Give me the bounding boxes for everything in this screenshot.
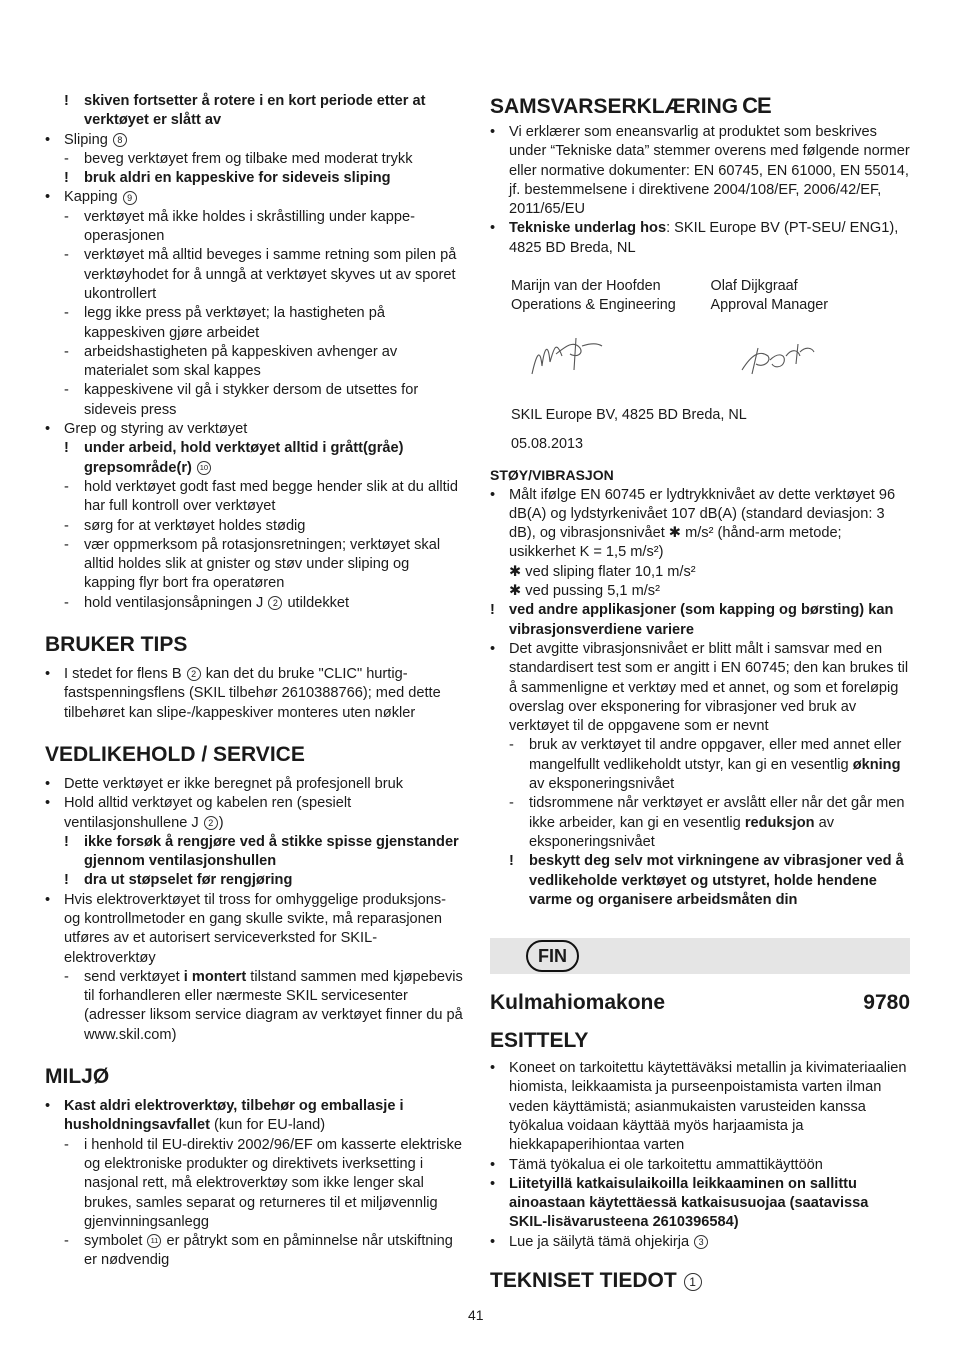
list-text — [509, 563, 910, 582]
samsvar-heading — [490, 94, 910, 119]
item-text: send verktøyet — [84, 968, 180, 985]
item-text-after: utildekket — [287, 594, 350, 611]
list-text — [84, 304, 463, 343]
list-marker — [490, 563, 509, 582]
list-item — [45, 478, 463, 517]
item-text: Målt ifølge EN 60745 er lydtrykknivået av dette verktøyet 96 dB(A) og lydstyrkenivået 107 dB(A) (standard deviasjon: 3 dB), og vibrasjonsnivået ✱ m/s² (hånd-arm metode; usikkerhet K = 1,5 m/s²) — [509, 486, 896, 561]
product-row — [490, 990, 910, 1016]
item-text-after: (kun for EU-land) — [214, 1117, 326, 1134]
list-text — [509, 1156, 910, 1175]
list-marker: - — [64, 1233, 69, 1250]
list-marker: - — [64, 382, 69, 399]
noise-heading: STØY/VIBRASJON — [490, 467, 614, 484]
list-text — [509, 1059, 910, 1155]
list-marker: - — [64, 1136, 69, 1153]
list-text — [64, 794, 463, 833]
list-item — [45, 665, 463, 723]
list-text — [84, 594, 463, 613]
vedlikehold-list — [45, 775, 463, 1045]
list-marker: • — [45, 891, 51, 908]
miljo-heading: MILJØ — [45, 1065, 110, 1089]
list-marker: - — [64, 536, 69, 553]
item-text-after: tilstand sammen med kjøpebevis til forhandleren eller nærmeste SKIL servicesenter (adresser liksom service diagram av verktøyet finner du på www.skil.com) — [84, 968, 463, 1043]
item-emphasis: reduksjon — [744, 814, 815, 831]
item-text: Hold alltid verktøyet og kabelen ren (spesielt ventilasjonshullene J — [64, 795, 352, 831]
list-marker: • — [490, 1156, 496, 1173]
list-marker: - — [64, 247, 69, 264]
list-marker: • — [490, 1233, 496, 1250]
list-item — [45, 420, 463, 439]
item-text: i henhold til EU-direktiv 2002/96/EF om kasserte elektriske og elektroniske produkter og direktivets iverksetting i nasjonal rett, må elektroverktøy som ikke lenger skal brukes, samles separat og returneres til et miljøvennlig gjenvinningsanlegg — [84, 1136, 462, 1230]
list-marker: • — [490, 1175, 496, 1192]
item-text: ✱ ved sliping flater 10,1 m/s² — [509, 563, 696, 580]
ref-number-icon: 10 — [197, 461, 211, 475]
list-item — [490, 1175, 910, 1233]
signer-1-role: Operations & Engineering — [511, 297, 676, 314]
list-marker: - — [509, 737, 514, 754]
list-item — [490, 1059, 910, 1155]
item-text: symbolet — [84, 1233, 143, 1250]
item-text: Liitetyillä katkaisulaikoilla leikkaaminen on sallittu ainoastaan käytettäessä katkaisusuojaa (saatavissa SKIL-lisävarusteena 2610396584) — [509, 1175, 869, 1231]
list-text — [84, 517, 463, 536]
list-text — [84, 833, 463, 872]
list-text — [84, 439, 463, 478]
list-item — [490, 1156, 910, 1175]
list-item — [45, 871, 463, 890]
list-marker: - — [64, 150, 69, 167]
list-text — [529, 794, 910, 852]
language-band — [490, 938, 910, 974]
list-item — [45, 517, 463, 536]
item-text: beveg verktøyet frem og tilbake med moderat trykk — [84, 150, 413, 167]
list-item — [490, 852, 910, 910]
list-text — [84, 208, 463, 247]
list-marker: • — [490, 486, 496, 503]
list-marker: - — [64, 517, 69, 534]
list-item — [490, 736, 910, 794]
list-marker: • — [45, 131, 51, 148]
list-marker: • — [45, 795, 51, 812]
item-text: Lue ja säilytä tämä ohjekirja — [509, 1233, 690, 1250]
left-column — [45, 92, 463, 1271]
list-text — [509, 219, 910, 258]
list-item — [490, 219, 910, 258]
item-text: hold verktøyet godt fast med begge hender slik at du alltid har full kontroll over verktøyet — [84, 478, 458, 515]
list-item — [45, 891, 463, 968]
list-item — [45, 208, 463, 247]
list-text — [84, 343, 463, 382]
signer-2 — [711, 277, 911, 316]
company-line: SKIL Europe BV, 4825 BD Breda, NL — [511, 406, 747, 423]
list-item — [45, 833, 463, 872]
list-marker — [490, 582, 509, 601]
list-marker: ! — [64, 93, 69, 109]
esittely-list — [490, 1059, 910, 1252]
item-text: Koneet on tarkoitettu käytettäväksi metallin ja kivimateriaalien hiomista, leikkaamista ja purseenpoistamista varten ilman veden käyttämistä; asianmukaisten varusteiden kanssa työkalua voidaan käyttää myös harjaamista ja hiekkapaperihiontaa varten — [509, 1060, 907, 1154]
item-text: arbeidshastigheten på kappeskiven avhenger av materialet som skal kappes — [84, 343, 398, 380]
list-text — [84, 1136, 463, 1232]
list-item — [45, 1136, 463, 1232]
item-text-after: kan det du bruke "CLIC" hurtig-fastspenningsflens (SKIL tilbehør 2610388766); med dette tilbehøret kan slipe-/kappeskiver monteres uten nøkler — [64, 666, 441, 721]
item-text: Det avgitte vibrasjonsnivået er blitt målt i samsvar med en standardisert test som er angitt i EN 60745; den kan brukes til å sammenligne et verktøy med et annet, og som et foreløpig overslag over eksponering for vibrasjoner ved bruk av verktøyet til de oppgavene som er nevnt — [509, 640, 909, 735]
list-item — [45, 439, 463, 478]
item-text: Grep og styring av verktøyet — [64, 421, 248, 438]
item-text: I stedet for flens B — [64, 666, 182, 683]
list-item — [490, 563, 910, 582]
signatories — [490, 277, 910, 316]
list-item — [45, 343, 463, 382]
bruker-tips-heading: BRUKER TIPS — [45, 633, 188, 657]
list-item — [45, 92, 463, 131]
list-item — [45, 1232, 463, 1271]
ref-number-icon: 1 — [684, 1273, 702, 1291]
signer-2-name: Olaf Dijkgraaf — [710, 278, 798, 295]
list-item — [490, 123, 910, 219]
list-text — [64, 131, 463, 150]
item-text: kappeskivene vil gå i stykker dersom de utsettes for sideveis press — [84, 382, 419, 418]
list-item — [490, 794, 910, 852]
signature-1-icon — [526, 326, 606, 386]
bruker-tips-list — [45, 665, 463, 723]
list-item — [45, 1097, 463, 1136]
list-marker: • — [45, 666, 51, 683]
list-marker: • — [45, 189, 51, 206]
list-text — [84, 536, 463, 594]
list-text — [64, 420, 463, 439]
item-emphasis: økning — [852, 756, 901, 773]
list-text — [529, 736, 910, 794]
list-marker: ! — [64, 833, 69, 850]
list-text — [509, 601, 910, 640]
list-marker: • — [490, 640, 496, 657]
list-marker: • — [490, 1060, 496, 1077]
list-marker: - — [64, 343, 69, 360]
list-text — [84, 968, 463, 1045]
list-item — [45, 304, 463, 343]
list-text — [529, 852, 910, 910]
item-text: tidsrommene når verktøyet er avslått eller når det går men ikke arbeider, kan gi en vesentlig — [529, 795, 905, 831]
item-text: Dette verktøyet er ikke beregnet på profesjonell bruk — [64, 775, 404, 792]
list-marker: ! — [64, 170, 69, 187]
list-marker: - — [64, 594, 69, 611]
list-text — [64, 1097, 463, 1136]
fin-badge: FIN — [526, 940, 579, 972]
list-text — [509, 582, 910, 601]
list-marker: - — [64, 478, 69, 495]
item-text: skiven fortsetter å rotere i en kort periode etter at verktøyet er slått av — [84, 93, 426, 129]
ref-number-icon: 8 — [113, 133, 127, 147]
item-text: bruk aldri en kappeskive for sideveis sliping — [84, 170, 391, 187]
item-text-after: er påtrykt som en påminnelse når utskiftning er nødvendig — [84, 1233, 453, 1269]
list-marker: ! — [509, 853, 514, 870]
ref-number-icon: 2 — [187, 667, 201, 681]
item-text: under arbeid, hold verktøyet alltid i grått(gråe) grepsområde(r) — [84, 440, 404, 476]
list-text — [64, 665, 463, 723]
list-item — [45, 188, 463, 207]
list-item — [45, 775, 463, 794]
list-text — [64, 775, 463, 794]
item-text: Hvis elektroverktøyet til tross for omhyggelige produksjons- og kontrollmetoder en gang skulle svikte, må reparasjonen utføres av et autorisert serviceverksted for SKIL-elektroverktøy — [64, 891, 447, 966]
list-text — [509, 1233, 910, 1252]
list-item — [45, 536, 463, 594]
list-item — [45, 131, 463, 150]
item-text: ved andre applikasjoner (som kapping og børsting) kan vibrasjonsverdiene variere — [509, 602, 894, 638]
item-text: vær oppmerksom på rotasjonsretningen; verktøyet skal alltid holdes slik at gnister og støv under sliping og kapping flyr bort fra operatøren — [84, 536, 441, 592]
list-marker: • — [490, 220, 496, 237]
signatures — [490, 326, 910, 406]
item-text: sørg for at verktøyet holdes stødig — [84, 517, 306, 534]
model-number: 9780 — [863, 991, 910, 1015]
item-text: bruk av verktøyet til andre oppgaver, eller med annet eller mangelfullt vedlikeholdt utstyr, kan gi en vesentlig — [529, 737, 902, 773]
list-marker: • — [45, 775, 51, 792]
declaration-date: 05.08.2013 — [511, 435, 584, 452]
list-marker: - — [64, 968, 69, 985]
list-item — [490, 640, 910, 736]
item-text: Tekniske underlag hos — [509, 220, 667, 237]
list-marker: - — [509, 795, 514, 812]
list-marker: - — [64, 208, 69, 225]
item-text: hold ventilasjonsåpningen J — [84, 594, 264, 611]
page-number: 41 — [468, 1307, 484, 1323]
item-text: Vi erklærer som eneansvarlig at produktet som beskrives under “Tekniske data” stemmer overens med følgende normer eller normative dokumenter: EN 60745, EN 61000, EN 55014, jf. bestemmelsene i direktivene 2004/108/EF, 2006/42/EF, 2011/65/EU — [509, 124, 910, 218]
item-text-after: : SKIL Europe BV (PT-SEU/ ENG1), 4825 BD Breda, NL — [509, 220, 899, 256]
signature-2-icon — [738, 334, 818, 384]
list-text — [84, 92, 463, 131]
signer-2-role: Approval Manager — [710, 297, 829, 314]
ce-mark-icon: CE — [742, 93, 771, 118]
item-text-after: av eksponeringsnivået — [529, 814, 835, 850]
list-marker: ! — [490, 602, 495, 619]
item-emphasis: i montert — [183, 968, 247, 985]
tekniset-title: TEKNISET TIEDOT — [490, 1269, 677, 1293]
item-text: legg ikke press på verktøyet; la hastigheten på kappeskiven gjøre arbeidet — [84, 305, 385, 341]
item-text: Kast aldri elektroverktøy, tilbehør og emballasje i husholdningsavfallet — [64, 1098, 404, 1134]
tekniset-heading — [490, 1269, 910, 1293]
list-marker: - — [64, 305, 69, 322]
list-item — [490, 601, 910, 640]
list-item — [45, 794, 463, 833]
list-text — [509, 1175, 910, 1233]
item-text: dra ut støpselet før rengjøring — [84, 872, 293, 889]
list-text — [84, 169, 463, 188]
item-text: Tämä työkalua ei ole tarkoitettu ammattikäyttöön — [509, 1156, 823, 1173]
item-text: verktøyet må ikke holdes i skråstilling under kappe-operasjonen — [84, 208, 415, 245]
miljo-list — [45, 1097, 463, 1271]
product-name: Kulmahiomakone — [490, 991, 666, 1015]
item-text: verktøyet må alltid beveges i samme retning som pilen på verktøyhodet for å unngå at verktøyet skyves ut av sporet ukontrollert — [84, 247, 457, 302]
item-text-after: ) — [218, 814, 224, 831]
ref-number-icon: 3 — [694, 1235, 708, 1249]
esittely-heading: ESITTELY — [490, 1029, 589, 1053]
list-item — [45, 968, 463, 1045]
list-text — [84, 478, 463, 517]
right-column — [490, 92, 910, 1293]
list-item — [45, 594, 463, 613]
list-text — [84, 246, 463, 304]
noise-list — [490, 486, 910, 911]
list-marker: ! — [64, 440, 69, 457]
ref-number-icon: 9 — [123, 191, 137, 205]
ref-number-icon: 2 — [204, 816, 218, 830]
list-text — [84, 1232, 463, 1271]
list-marker: • — [490, 124, 496, 140]
list-item — [45, 169, 463, 188]
vedlikehold-heading: VEDLIKEHOLD / SERVICE — [45, 742, 305, 766]
signer-1-name: Marijn van der Hoofden — [511, 278, 661, 295]
list-text — [509, 123, 910, 219]
samsvar-list — [490, 123, 910, 258]
item-text: Kapping — [64, 189, 118, 206]
list-item — [45, 246, 463, 304]
list-text — [84, 381, 463, 420]
top-list — [45, 92, 463, 613]
item-text: Sliping — [64, 131, 108, 148]
samsvar-title: SAMSVARSERKLÆRING — [490, 95, 739, 118]
item-text-after: av eksponeringsnivået — [529, 776, 675, 793]
list-item — [490, 486, 910, 563]
list-text — [64, 891, 463, 968]
list-text — [84, 871, 463, 890]
ref-number-icon: 2 — [268, 596, 282, 610]
item-text: ikke forsøk å rengjøre ved å stikke spisse gjenstander gjennom ventilasjonshullen — [84, 833, 459, 870]
list-item — [490, 1233, 910, 1252]
item-text: ✱ ved pussing 5,1 m/s² — [509, 583, 660, 600]
item-text: beskytt deg selv mot virkningene av vibrasjoner ved å vedlikeholde verktøyet og utstyret, holde hendene varme og organisere arbeidsmåten din — [529, 853, 904, 908]
list-marker: • — [45, 421, 51, 438]
list-text — [64, 188, 463, 207]
signer-1 — [511, 277, 711, 316]
list-text — [84, 150, 463, 169]
list-text — [509, 640, 910, 736]
list-marker: ! — [64, 872, 69, 889]
list-item — [45, 381, 463, 420]
list-marker: • — [45, 1098, 51, 1115]
list-item — [45, 150, 463, 169]
list-item — [490, 582, 910, 601]
list-text — [509, 486, 910, 563]
ref-number-icon: 11 — [147, 1234, 161, 1248]
